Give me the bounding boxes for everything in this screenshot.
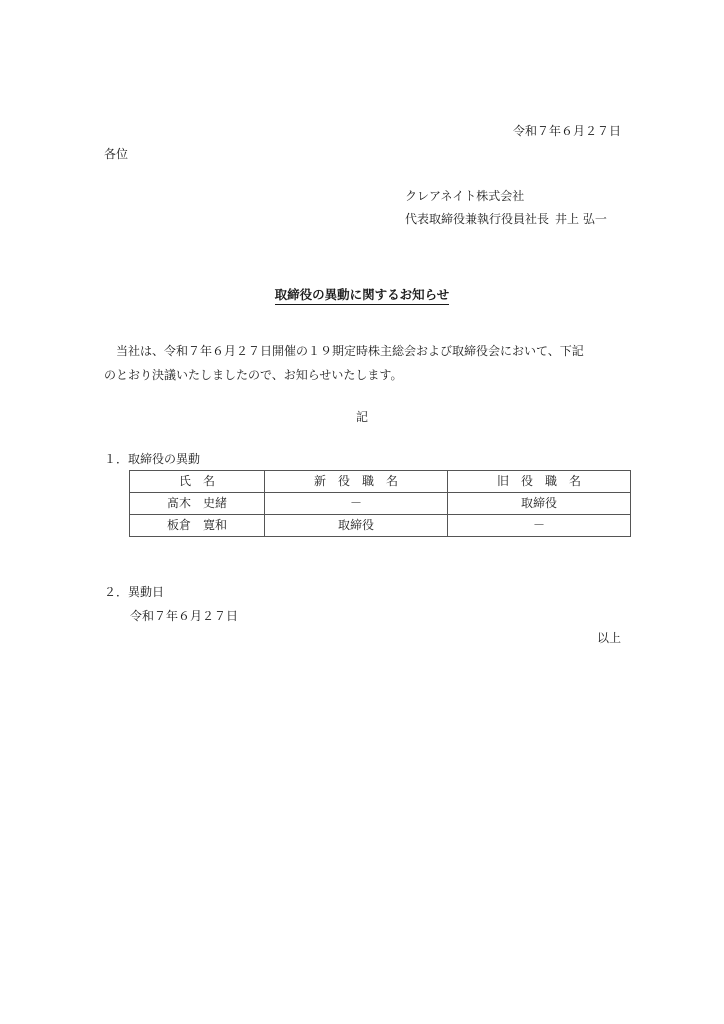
body-line-2: のとおり決議いたしましたので、お知らせいたします。 <box>104 368 403 382</box>
cell-old-position: － <box>448 515 631 537</box>
representative-name: 井上 弘一 <box>555 212 607 226</box>
document-title-text: 取締役の異動に関するお知らせ <box>275 287 450 305</box>
table-header-row <box>130 471 631 493</box>
header-name: 氏 名 <box>130 471 265 493</box>
ki-marker: 記 <box>355 410 368 424</box>
header-new-position: 新 役 職 名 <box>265 471 448 493</box>
table-row <box>130 515 631 537</box>
closing-mark: 以上 <box>596 631 621 645</box>
section-1-heading: １．取締役の異動 <box>104 452 201 466</box>
cell-new-position: － <box>265 493 448 515</box>
cell-new-position: 取締役 <box>265 515 448 537</box>
cell-name: 板倉 寛和 <box>130 515 265 537</box>
representative-title: 代表取締役兼執行役員社長 <box>405 212 550 226</box>
document-title <box>0 287 724 303</box>
table-row <box>130 493 631 515</box>
cell-name: 髙木 史緒 <box>130 493 265 515</box>
company-name: クレアネイト株式会社 <box>405 189 525 203</box>
addressee: 各位 <box>104 147 129 161</box>
cell-old-position: 取締役 <box>448 493 631 515</box>
director-change-table <box>129 470 631 537</box>
document-date: 令和７年６月２７日 <box>512 124 621 138</box>
header-old-position: 旧 役 職 名 <box>448 471 631 493</box>
effective-date: 令和７年６月２７日 <box>130 609 239 623</box>
body-line-1: 当社は、令和７年６月２７日開催の１９期定時株主総会および取締役会において、下記 <box>116 344 584 358</box>
representative <box>405 211 607 227</box>
section-2-heading: ２．異動日 <box>104 585 165 599</box>
